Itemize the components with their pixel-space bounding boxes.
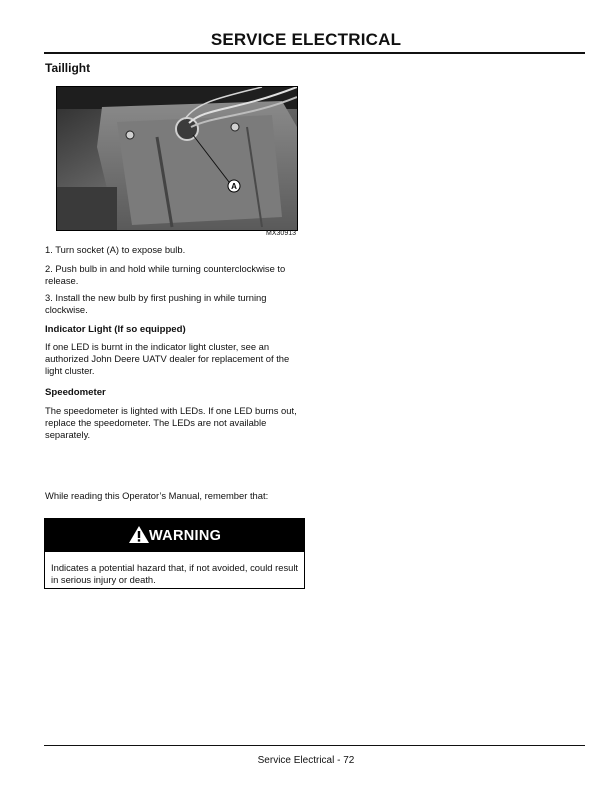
footer-rule [44, 745, 585, 746]
reminder-text: While reading this Operator’s Manual, remember that: [45, 490, 269, 501]
taillight-photo [56, 86, 298, 231]
figure-id: MX30913 [266, 230, 296, 237]
indicator-heading: Indicator Light (If so equipped) [45, 324, 186, 335]
step-3: 3. Install the new bulb by first pushing in while turning clockwise. [45, 292, 267, 315]
step-1: 1. Turn socket (A) to expose bulb. [45, 244, 186, 255]
warning-header [45, 519, 304, 552]
warning-box [44, 518, 305, 589]
header-rule [44, 52, 585, 54]
warning-triangle-icon [128, 525, 150, 544]
indicator-text: If one LED is burnt in the indicator light cluster, see an authorized John Deere UATV dealer for replacement of the light cluster. [45, 341, 290, 376]
step-2: 2. Push bulb in and hold while turning counterclockwise to release. [45, 263, 286, 286]
speedometer-text: The speedometer is lighted with LEDs. If one LED burns out, replace the speedometer. The LEDs are not available separately. [45, 405, 297, 440]
warning-label: WARNING [149, 528, 222, 544]
speedometer-heading: Speedometer [45, 387, 106, 398]
section-title: Taillight [45, 61, 91, 75]
callout-a-label: A [231, 182, 237, 191]
page-title: SERVICE ELECTRICAL [210, 30, 402, 49]
warning-text: Indicates a potential hazard that, if not avoided, could result in serious injury or death. [51, 562, 299, 585]
page-footer: Service Electrical - 72 [257, 755, 355, 766]
